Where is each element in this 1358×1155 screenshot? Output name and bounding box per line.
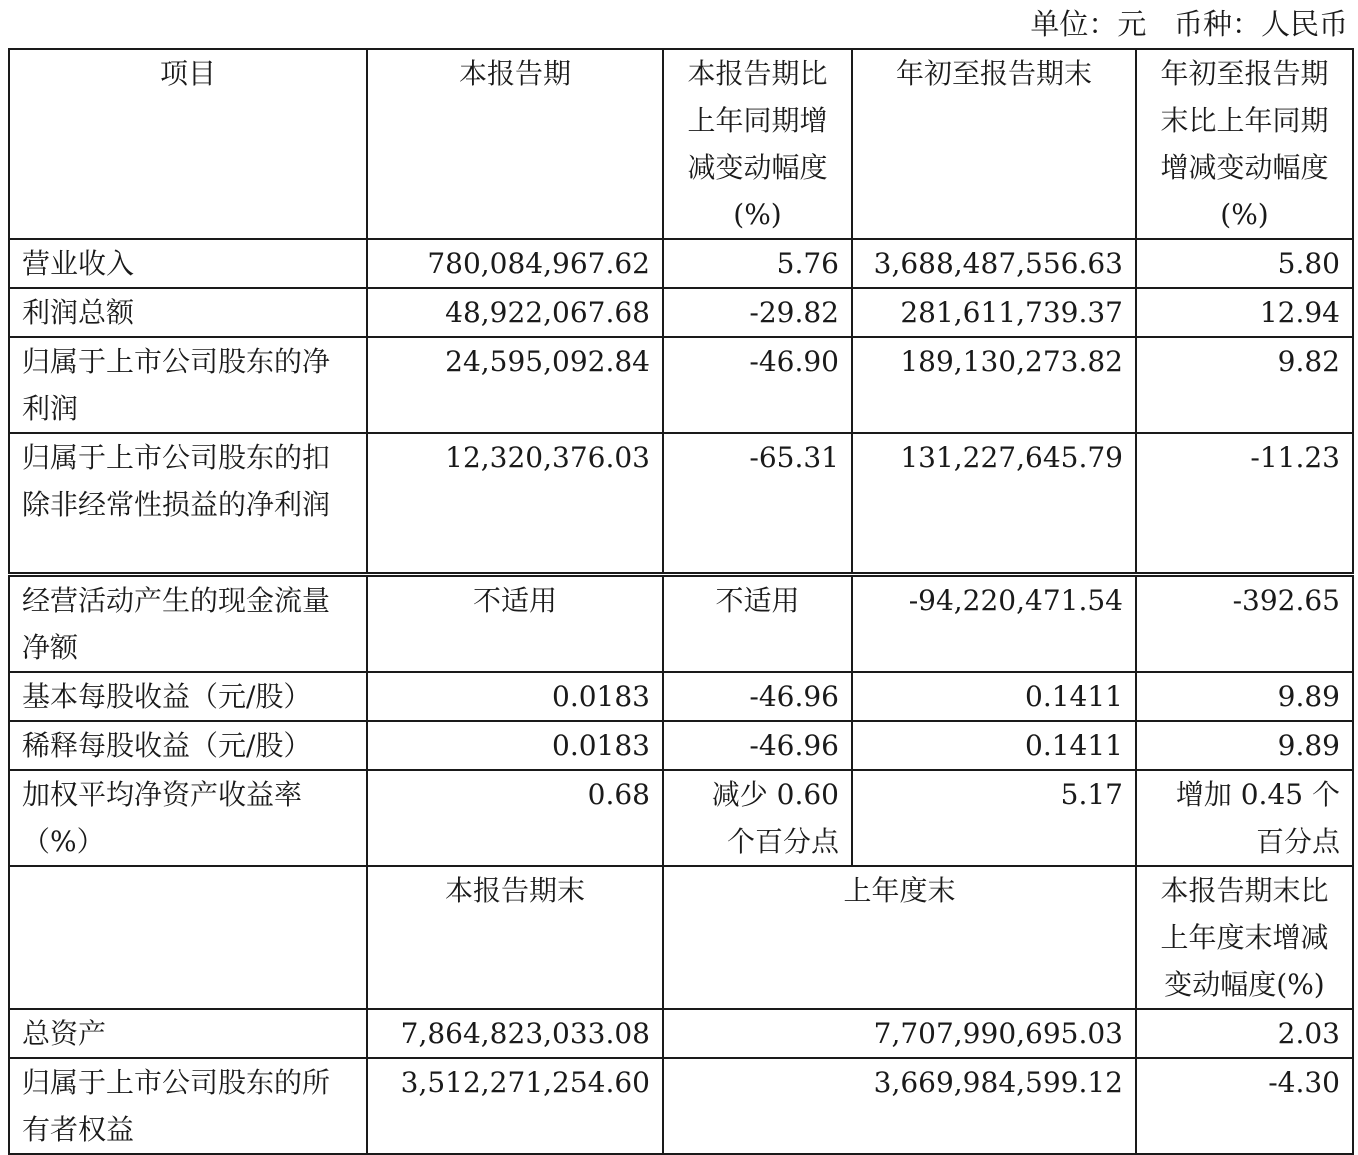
table-header-row bbox=[9, 49, 1353, 239]
table-row bbox=[9, 721, 1353, 770]
cell-period-end: 7,864,823,033.08 bbox=[367, 1009, 663, 1058]
header-ytd-change: 年初至报告期末比上年同期增减变动幅度(%) bbox=[1136, 49, 1353, 239]
row-label: 经营活动产生的现金流量净额 bbox=[9, 574, 367, 672]
cell-current: 0.0183 bbox=[367, 672, 663, 721]
table-row bbox=[9, 433, 1353, 574]
cell-ytd-change: 9.89 bbox=[1136, 721, 1353, 770]
cell-ytd-change: -392.65 bbox=[1136, 574, 1353, 672]
table-row bbox=[9, 770, 1353, 866]
cell-ytd-change: 增加 0.45 个百分点 bbox=[1136, 770, 1353, 866]
cell-ytd: 0.1411 bbox=[852, 672, 1136, 721]
header-ytd: 年初至报告期末 bbox=[852, 49, 1136, 239]
cell-prior-year-end: 7,707,990,695.03 bbox=[663, 1009, 1136, 1058]
row-label: 利润总额 bbox=[9, 288, 367, 337]
table-row bbox=[9, 672, 1353, 721]
cell-current: 24,595,092.84 bbox=[367, 337, 663, 433]
cell-balance-change: -4.30 bbox=[1136, 1058, 1353, 1154]
cell-prior-year-end: 3,669,984,599.12 bbox=[663, 1058, 1136, 1154]
cell-current: 0.0183 bbox=[367, 721, 663, 770]
row-label: 稀释每股收益（元/股） bbox=[9, 721, 367, 770]
row-label: 归属于上市公司股东的扣除非经常性损益的净利润 bbox=[9, 433, 367, 574]
cell-ytd-change: 5.80 bbox=[1136, 239, 1353, 288]
cell-ytd: -94,220,471.54 bbox=[852, 574, 1136, 672]
cell-current-change: -65.31 bbox=[663, 433, 852, 574]
balance-header-row bbox=[9, 866, 1353, 1009]
cell-current: 48,922,067.68 bbox=[367, 288, 663, 337]
cell-current-change: 不适用 bbox=[663, 574, 852, 672]
cell-current-change: -46.96 bbox=[663, 672, 852, 721]
cell-ytd: 131,227,645.79 bbox=[852, 433, 1136, 574]
cell-balance-change: 2.03 bbox=[1136, 1009, 1353, 1058]
header-item: 项目 bbox=[9, 49, 367, 239]
cell-ytd: 5.17 bbox=[852, 770, 1136, 866]
cell-ytd: 0.1411 bbox=[852, 721, 1136, 770]
header-current-change: 本报告期比上年同期增减变动幅度(%) bbox=[663, 49, 852, 239]
table-row bbox=[9, 1058, 1353, 1154]
row-label: 营业收入 bbox=[9, 239, 367, 288]
row-label: 加权平均净资产收益率（%） bbox=[9, 770, 367, 866]
cell-ytd-change: 9.82 bbox=[1136, 337, 1353, 433]
cell-current: 不适用 bbox=[367, 574, 663, 672]
table-row bbox=[9, 1009, 1353, 1058]
cell-ytd: 189,130,273.82 bbox=[852, 337, 1136, 433]
header-current-period: 本报告期 bbox=[367, 49, 663, 239]
unit-currency-note: 单位：元 币种：人民币 bbox=[1030, 7, 1348, 41]
cell-current: 780,084,967.62 bbox=[367, 239, 663, 288]
row-label: 归属于上市公司股东的净利润 bbox=[9, 337, 367, 433]
cell-ytd-change: 12.94 bbox=[1136, 288, 1353, 337]
table-row bbox=[9, 337, 1353, 433]
table-row bbox=[9, 288, 1353, 337]
cell-current-change: 5.76 bbox=[663, 239, 852, 288]
cell-current: 0.68 bbox=[367, 770, 663, 866]
cell-current: 12,320,376.03 bbox=[367, 433, 663, 574]
row-label: 归属于上市公司股东的所有者权益 bbox=[9, 1058, 367, 1154]
financial-data-table bbox=[8, 48, 1354, 1155]
header-prior-year-end: 上年度末 bbox=[663, 866, 1136, 1009]
cell-current-change: -29.82 bbox=[663, 288, 852, 337]
cell-current-change: -46.90 bbox=[663, 337, 852, 433]
cell-ytd-change: 9.89 bbox=[1136, 672, 1353, 721]
cell-ytd: 3,688,487,556.63 bbox=[852, 239, 1136, 288]
table-row bbox=[9, 574, 1353, 672]
header-balance-change: 本报告期末比上年度末增减变动幅度(%) bbox=[1136, 866, 1353, 1009]
cell-current-change: -46.96 bbox=[663, 721, 852, 770]
cell-current-change: 减少 0.60 个百分点 bbox=[663, 770, 852, 866]
cell-period-end: 3,512,271,254.60 bbox=[367, 1058, 663, 1154]
header-period-end: 本报告期末 bbox=[367, 866, 663, 1009]
row-label: 基本每股收益（元/股） bbox=[9, 672, 367, 721]
cell-ytd-change: -11.23 bbox=[1136, 433, 1353, 574]
table-row bbox=[9, 239, 1353, 288]
row-label: 总资产 bbox=[9, 1009, 367, 1058]
cell-ytd: 281,611,739.37 bbox=[852, 288, 1136, 337]
balance-header-empty bbox=[9, 866, 367, 1009]
